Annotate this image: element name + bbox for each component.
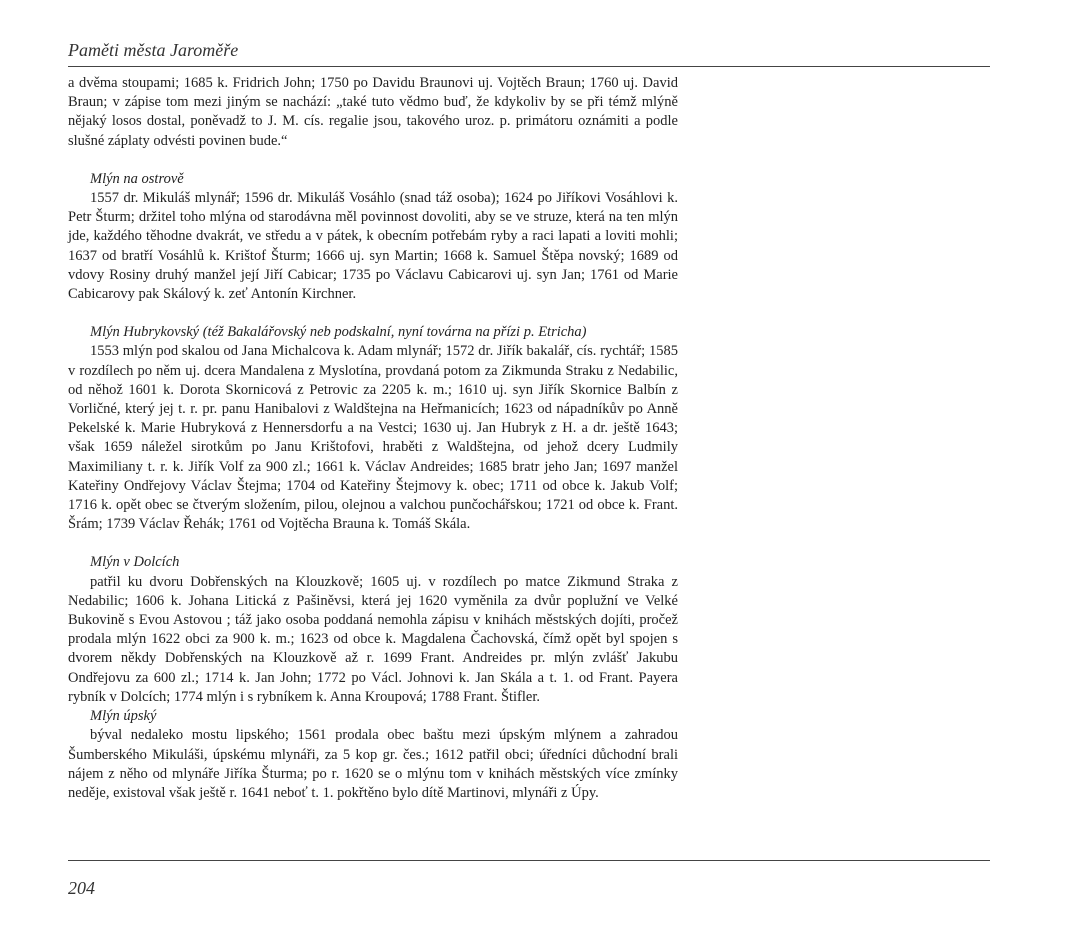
section-paragraph: býval nedaleko mostu lipského; 1561 prodala obec baštu mezi úpským mlýnem a zahradou Šumberského Mikuláši, úpskému mlynáři, za 5 kop gr. čes.; 1612 patřil obci; úředníci důchodní brali nájem z něho od mlynáře Jiříka Šturma; po r. 1620 se o mlýnu tom v knihách městských více zmínky neděje, existoval však ještě r. 1641 neboť t. 1. pokřtěno bylo dítě Martinovi, mlynáři z Úpy. — [68, 727, 678, 801]
footer-rule — [68, 860, 990, 861]
section-paragraph: 1553 mlýn pod skalou od Jana Michalcova k. Adam mlynář; 1572 dr. Jiřík bakalář, cís. rychtář; 1585 v rozdílech po něm uj. dcera Mandalena z Myslotína, provdaná potom za Zikmunda Straku z Nedabilic, od něhož 1601 k. Dorota Skornicová z Petrovic za 2205 k. m.; 1610 uj. syn Jiřík Skornice Balbín z Vorličné, který jej t. r. pr. panu Hanibalovi z Waldštejna na Heřmanicích; 1623 od nápadníkův po Anně Pekelské k. Marie Hubryková z Hennersdorfu a na Vestci; 1630 uj. Jan Hubryk z H. a dr. ještě 1643; však 1659 náležel sirotkům po Janu Krištofovi, hraběti z Waldštejna, od jehož dcery Ludmily Maximiliany t. r. k. Jiřík Volf za 900 zl.; 1661 k. Václav Andreides; 1685 bratr jeho Jan; 1697 manžel Kateřiny Ondřejovy Václav Štejma; 1704 od Kateřiny Štejmovy k. obec; 1711 od obce k. Jakub Volf; 1716 k. opět obec se čtverým složením, pilou, olejnou a valchou punčochářskou; 1721 od obce k. Frant. Šrám; 1739 Václav Řehák; 1761 od Vojtěcha Brauna k. Tomáš Skála. — [68, 343, 678, 533]
header-rule — [68, 66, 990, 67]
page-number: 204 — [68, 878, 95, 898]
section-heading: Mlýn Hubrykovský (též Bakalářovský neb podskalní, nyní továrna na přízi p. Etricha) — [90, 324, 587, 341]
section-heading: Mlýn na ostrově — [90, 170, 184, 187]
intro-paragraph: a dvěma stoupami; 1685 k. Fridrich John; 1750 po Davidu Braunovi uj. Vojtěch Braun; 1760 uj. David Braun; v zápise tom mezi jiným se nachází: „také tuto vědmo buď, že kdykoliv by se při témž mlýně nějaký losos dostal, poněvadž to J. M. cís. regalie jsou, takového uroz. p. primátoru oznámiti a podle slušné záplaty odvésti povinen bude.“ — [68, 75, 678, 149]
section-heading: Mlýn úpský — [90, 708, 157, 725]
text-block — [68, 74, 678, 803]
section-heading: Mlýn v Dolcích — [90, 554, 180, 571]
running-head: Paměti města Jaroměře — [68, 40, 239, 60]
paragraph-gap — [68, 151, 678, 170]
section-paragraph: patřil ku dvoru Dobřenských na Klouzkově; 1605 uj. v rozdílech po matce Zikmund Straka z Nedabilic; 1606 k. Johana Litická z Pašiněvsi, která jej 1620 vyměnila za dvůr poplužní ve Velké Bukovině s Evou Astovou ; táž jako osoba poddaná nemohla zápisu v knihách městských dojíti, pročež prodala mlýn 1622 obci za 900 k. m.; 1623 od obce k. Magdalena Čachovská, čímž opět byl spojen s dvorem někdy Dobřenských na Klouzkově až r. 1699 Frant. Andreides pr. mlýn zvlášť Jakubu Ondřejovu za 600 zl.; 1714 k. Jan John; 1772 po Václ. Johnovi k. Jan Skála a t. 1. od Frant. Payera rybník v Dolcích; 1774 mlýn i s rybníkem k. Anna Kroupová; 1788 Frant. Štifler. — [68, 573, 678, 705]
paragraph-gap — [68, 304, 678, 323]
section-paragraph: 1557 dr. Mikuláš mlynář; 1596 dr. Mikuláš Vosáhlo (snad táž osoba); 1624 po Jiříkovi Vosáhlovi k. Petr Šturm; držitel toho mlýna od starodávna měl povinnost dovoliti, aby se ve struze, která na ten mlýn jde, každého těhodne dvakrát, ve středu a v pátek, k obecním potřebám ryby a raci lapati a loviti mohli; 1637 od bratří Vosáhlů k. Krištof Šturm; 1666 uj. syn Martin; 1668 k. Samuel Štěpa novský; 1689 od vdovy Rosiny druhý manžel její Jiří Cabicar; 1735 po Václavu Cabicarovi uj. syn Jan; 1761 od Marie Cabicarovy pak Skálový k. zeť Antonín Kirchner. — [68, 190, 678, 303]
paragraph-gap — [68, 534, 678, 553]
